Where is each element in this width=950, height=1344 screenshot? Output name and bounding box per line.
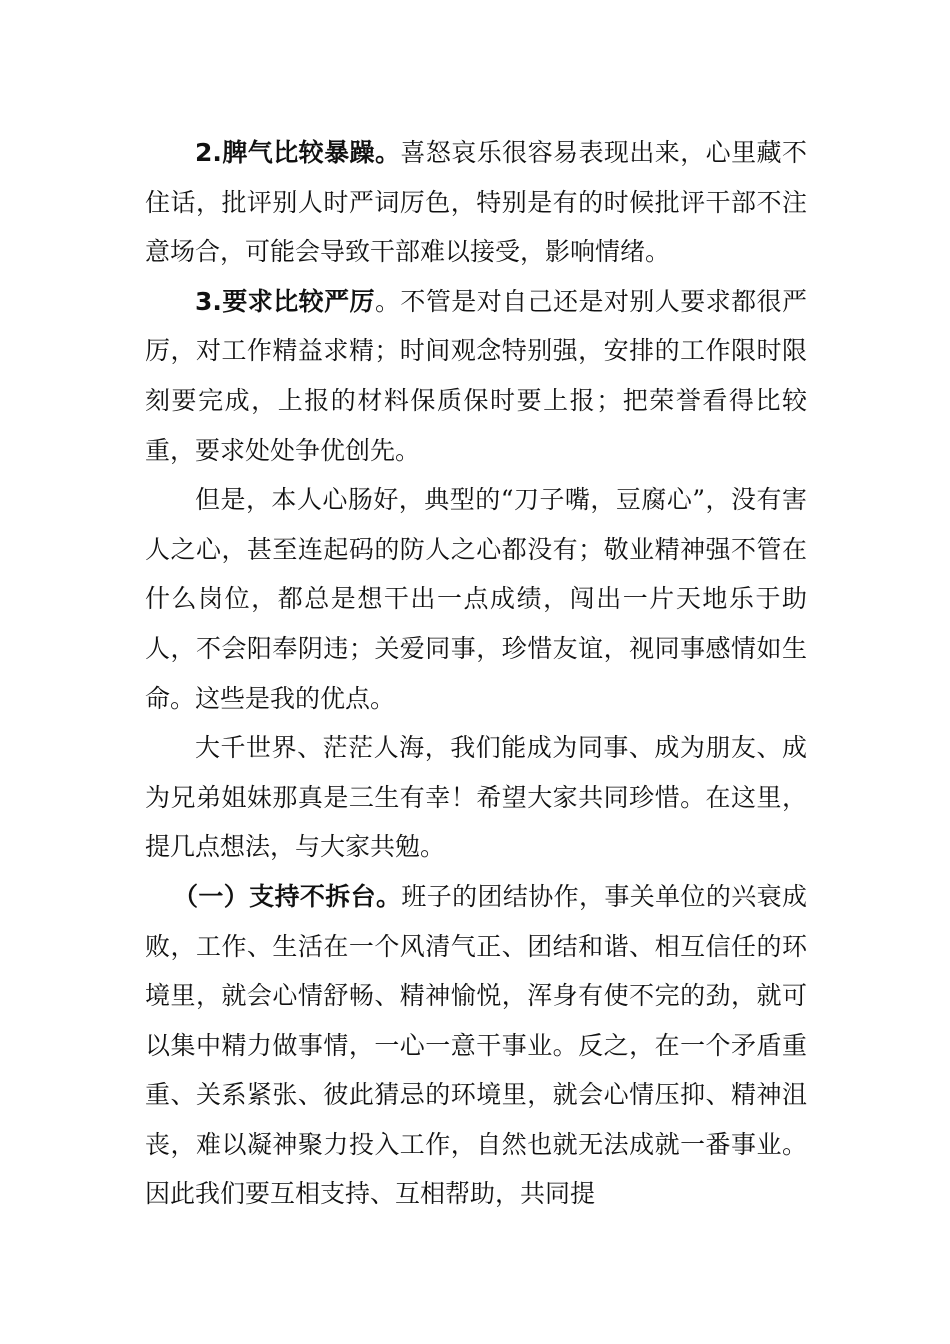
paragraph-lead: 2.脾气比较暴躁。 (195, 138, 401, 167)
paragraph-lead: （一）支持不拆台。 (173, 881, 402, 911)
paragraph-lead: 3.要求比较严厉 (195, 286, 375, 316)
paragraph-text: 。不管是对自己还是对别人要求都很严厉，对工作精益求精；时间观念特别强，安排的工作限时限刻要完成，上报的材料保质保时要上报；把荣誉看得比较重，要求处处争优创先。 (145, 286, 807, 465)
paragraph-cherish (145, 723, 807, 872)
paragraph-merits (145, 475, 807, 723)
paragraph-text: 喜怒哀乐很容易表现出来，心里藏不住话，批评别人时严词厉色，特别是有的时候批评干部不注意场合，可能会导致干部难以接受，影响情绪。 (145, 138, 807, 267)
document-body (145, 128, 807, 1219)
paragraph-text: 但是，本人心肠好，典型的“刀子嘴，豆腐心”，没有害人之心，甚至连起码的防人之心都没有；敬业精神强不管在什么岗位，都总是想干出一点成绩，闯出一片天地乐于助人，不会阳奉阴违；关爱同事，珍惜友谊，视同事感情如生命。这些是我的优点。 (145, 485, 807, 713)
paragraph-text: 班子的团结协作，事关单位的兴衰成败，工作、生活在一个风清气正、团结和谐、相互信任的环境里，就会心情舒畅、精神愉悦，浑身有使不完的劲，就可以集中精力做事情，一心一意干事业。反之，在一个矛盾重重、关系紧张、彼此猜忌的环境里，就会心情压抑、精神沮丧，难以凝神聚力投入工作，自然也就无法成就一番事业。因此我们要互相支持、互相帮助，共同提 (145, 881, 807, 1209)
paragraph-strict (145, 277, 807, 475)
paragraph-text: 大千世界、茫茫人海，我们能成为同事、成为朋友、成为兄弟姐妹那真是三生有幸！希望大家共同珍惜。在这里，提几点想法，与大家共勉。 (145, 733, 807, 862)
paragraph-temper (145, 128, 807, 277)
paragraph-support (145, 872, 807, 1219)
